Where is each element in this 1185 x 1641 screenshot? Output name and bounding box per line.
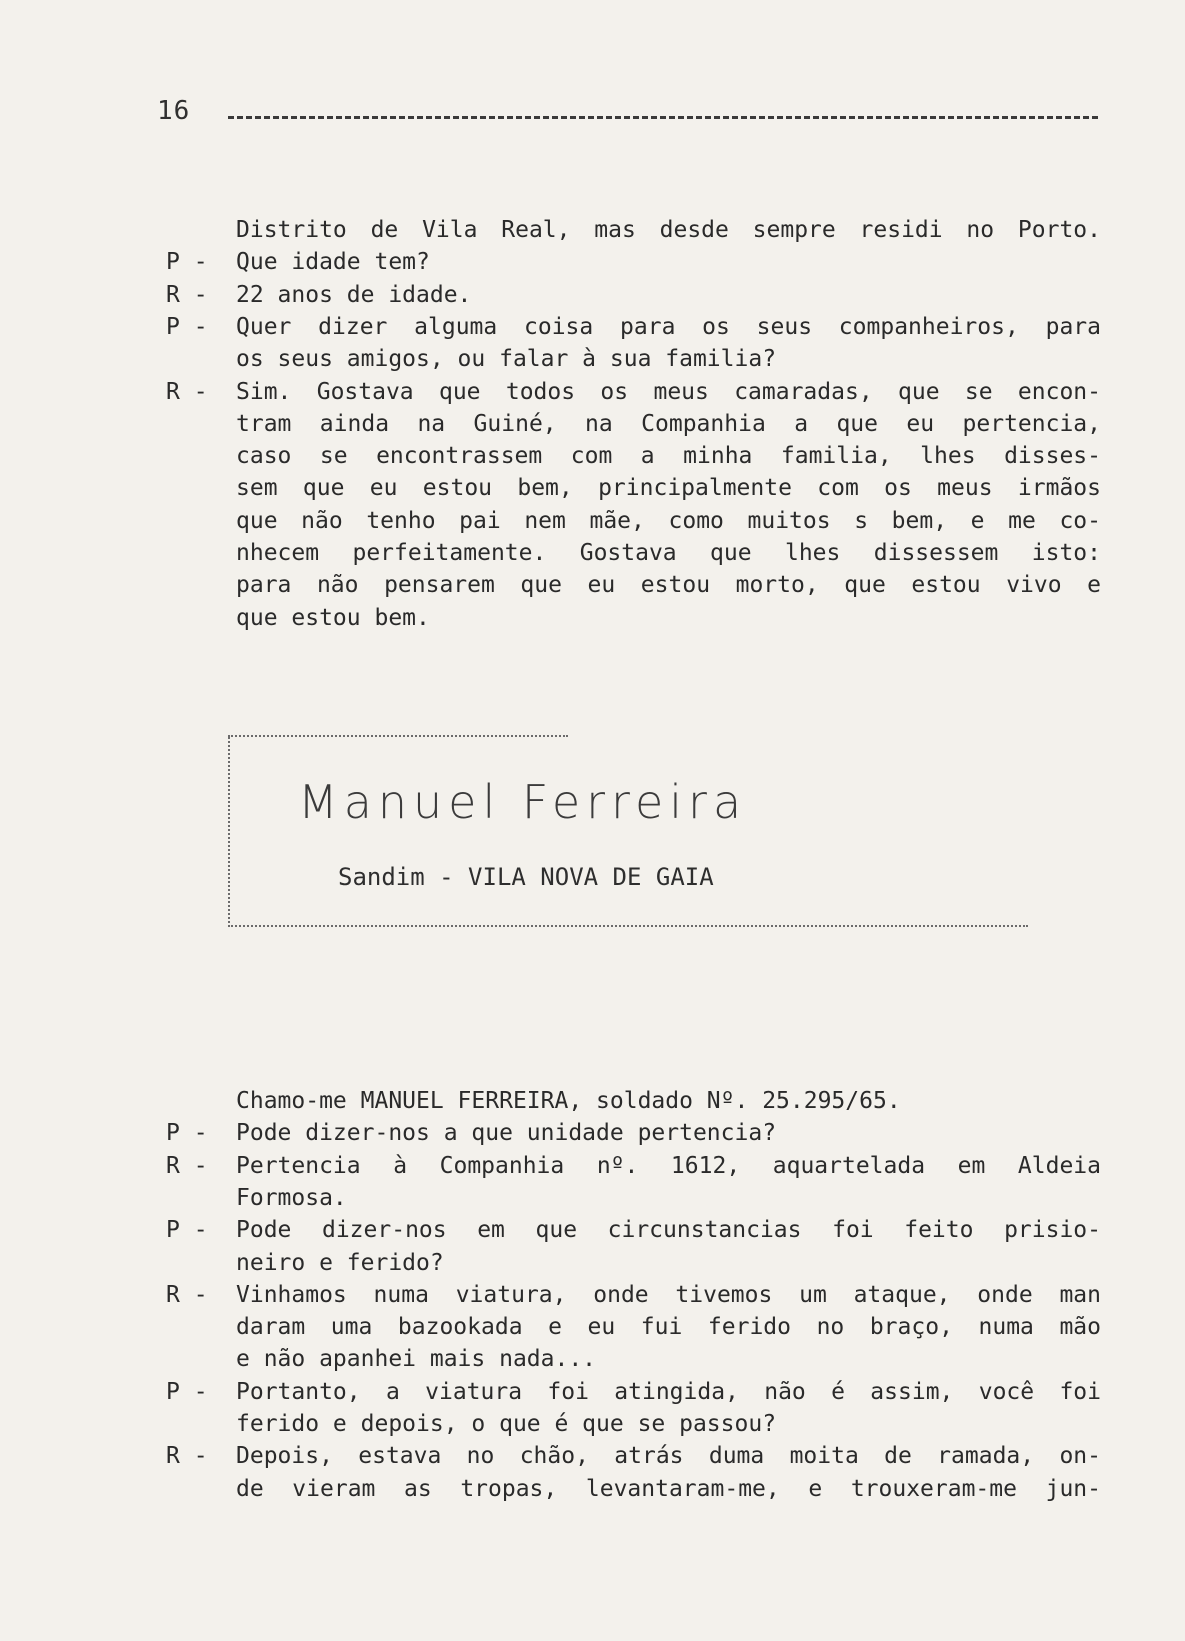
line-text: Formosa. (236, 1184, 347, 1211)
line-text: Sim. Gostava que todos os meus camaradas, que se encon- (236, 378, 1101, 405)
line-text: Pode dizer-nos a que unidade pertencia? (236, 1120, 777, 1147)
text-line (0, 1150, 1185, 1182)
text-line (0, 311, 1185, 343)
text-line (0, 602, 1185, 634)
text-line (0, 246, 1185, 278)
line-text: ferido e depois, o que é que se passou? (236, 1411, 777, 1437)
text-line (0, 1247, 1185, 1279)
line-text: 22 anos de idade. (236, 281, 472, 308)
speaker-marker: P - (166, 1217, 208, 1244)
text-line (0, 1440, 1185, 1472)
text-line (0, 343, 1185, 375)
text-line (0, 1408, 1185, 1440)
line-text: daram uma bazookada e eu fui ferido no braço, numa mão (236, 1314, 1101, 1341)
header-rule (228, 116, 1098, 119)
text-line (0, 440, 1185, 472)
line-text: de vieram as tropas, levantaram-me, e trouxeram-me jun- (236, 1475, 1101, 1502)
speaker-marker: P - (166, 1120, 208, 1147)
speaker-marker: R - (166, 1281, 208, 1308)
line-text: caso se encontrassem com a minha familia, lhes disses- (236, 443, 1101, 470)
text-line (0, 1117, 1185, 1149)
text-line (0, 1311, 1185, 1343)
page-number: 16 (157, 96, 191, 126)
line-text: Chamo-me MANUEL FERREIRA, soldado Nº. 25.295/65. (236, 1088, 901, 1114)
line-text: sem que eu estou bem, principalmente com os meus irmãos (236, 475, 1101, 502)
stamp-place: Sandim - VILA NOVA DE GAIA (338, 863, 714, 891)
line-text: os seus amigos, ou falar à sua familia? (236, 346, 777, 373)
text-line (0, 1214, 1185, 1246)
speaker-marker: P - (166, 313, 208, 340)
name-stamp (228, 733, 1028, 928)
stamp-name: Manuel Ferreira (298, 775, 748, 829)
line-text: Vinhamos numa viatura, onde tivemos um ataque, onde man (236, 1281, 1101, 1308)
text-line (0, 537, 1185, 569)
text-line (0, 1473, 1185, 1505)
line-text: para não pensarem que eu estou morto, que estou vivo e (236, 572, 1101, 599)
line-text: nhecem perfeitamente. Gostava que lhes dissessem isto: (236, 540, 1101, 566)
text-line (0, 214, 1185, 246)
line-text: que não tenho pai nem mãe, como muitos s bem, e me co- (236, 507, 1101, 534)
text-line (0, 505, 1185, 537)
line-text: Quer dizer alguma coisa para os seus companheiros, para (236, 313, 1101, 340)
text-line (0, 569, 1185, 601)
line-text: Pode dizer-nos em que circunstancias foi feito prisio- (236, 1217, 1101, 1244)
text-line (0, 279, 1185, 311)
text-line (0, 1085, 1185, 1117)
line-text: Portanto, a viatura foi atingida, não é assim, você foi (236, 1378, 1101, 1405)
speaker-marker: P - (166, 1378, 208, 1405)
stamp-border-top (228, 735, 568, 737)
speaker-marker: R - (166, 1152, 208, 1179)
text-line (0, 472, 1185, 504)
text-line (0, 376, 1185, 408)
line-text: e não apanhei mais nada... (236, 1346, 597, 1373)
text-line (0, 1182, 1185, 1214)
speaker-marker: R - (166, 281, 208, 308)
line-text: tram ainda na Guiné, na Companhia a que eu pertencia, (236, 410, 1101, 437)
stamp-border-left (228, 737, 230, 927)
speaker-marker: R - (166, 378, 208, 405)
text-line (0, 408, 1185, 440)
text-line (0, 1376, 1185, 1408)
line-text: que estou bem. (236, 604, 430, 631)
line-text: neiro e ferido? (236, 1249, 444, 1276)
text-line (0, 1279, 1185, 1311)
line-text: Pertencia à Companhia nº. 1612, aquartelada em Aldeia (236, 1152, 1101, 1179)
line-text: Distrito de Vila Real, mas desde sempre residi no Porto. (236, 217, 1101, 243)
speaker-marker: P - (166, 249, 208, 276)
line-text: Depois, estava no chão, atrás duma moita de ramada, on- (236, 1443, 1101, 1470)
speaker-marker: R - (166, 1443, 208, 1470)
line-text: Que idade tem? (236, 249, 430, 276)
stamp-border-bottom (228, 925, 1028, 927)
text-line (0, 1343, 1185, 1375)
